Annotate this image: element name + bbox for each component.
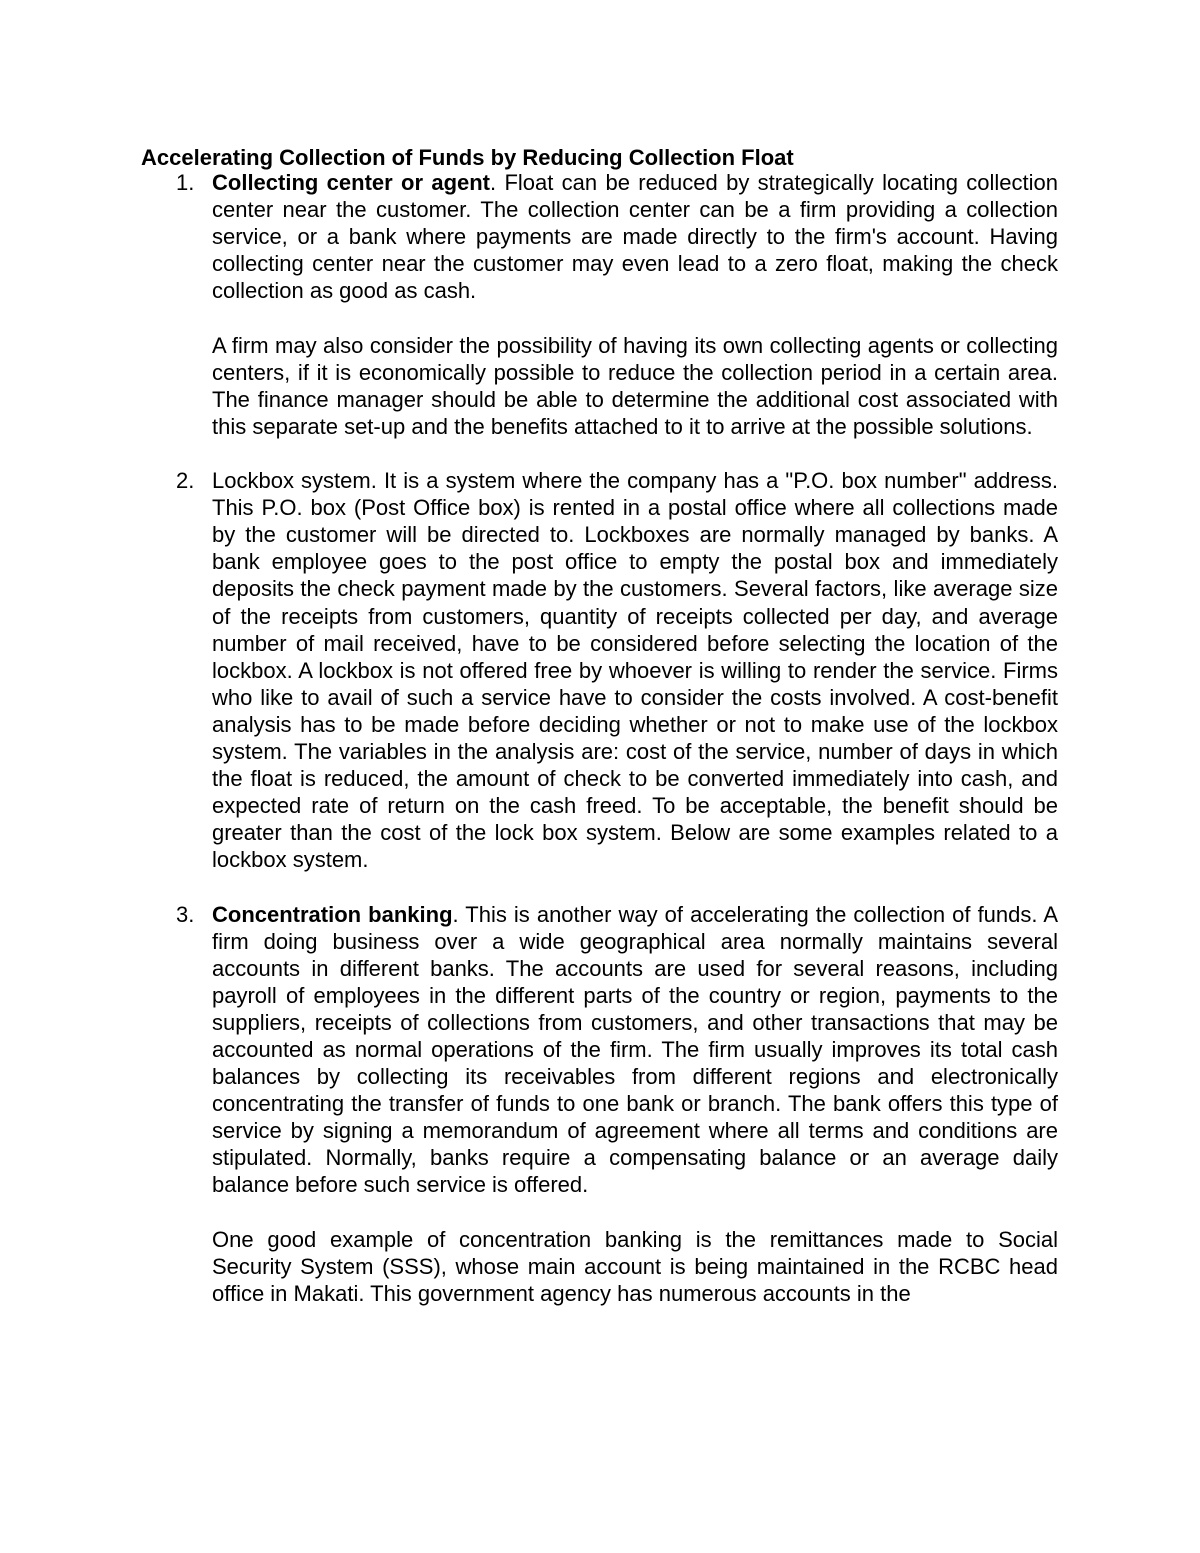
list-item-concentration-banking xyxy=(141,901,1058,1307)
list-item-lockbox-system xyxy=(141,467,1058,901)
bold-lead-term: Concentration banking xyxy=(212,901,453,927)
bold-lead-term: Collecting center or agent xyxy=(212,170,491,195)
paragraph-text: . Float can be reduced by strategically locating collection center near the customer. The collection center can be a firm providing a collection service, or a bank where payments are made directly to the firm's account. Having collecting center near the customer may even lead to a zero float, making the check collection as good as cash. xyxy=(212,170,1058,304)
list-number: 1. xyxy=(176,170,195,195)
document-title: Accelerating Collection of Funds by Reducing Collection Float xyxy=(141,145,794,170)
paragraph: One good example of concentration banking is the remittances made to Social Security System (SSS), whose main account is being maintained in the RCBC head office in Makati. This government agency has numerous accounts in the xyxy=(212,1226,1058,1306)
list-number: 2. xyxy=(176,468,195,494)
list-number: 3. xyxy=(176,901,195,927)
paragraph-text: . This is another way of accelerating the collection of funds. A firm doing business over a wide geographical area normally maintains several accounts in different banks. The accounts are used for several reasons, including payroll of employees in the different parts of the country or region, payments to the suppliers, receipts of collections from customers, and other transactions that may be accounted as normal operations of the firm. The firm usually improves its total cash balances by collecting its receivables from different regions and electronically concentrating the transfer of funds to one bank or branch. The bank offers this type of service by signing a memorandum of agreement where all terms and conditions are stipulated. Normally, banks require a compensating balance or an average daily balance before such service is offered. xyxy=(212,901,1059,1198)
paragraph xyxy=(212,169,1058,304)
numbered-list xyxy=(141,169,1058,1307)
list-item-collecting-center xyxy=(141,169,1058,467)
paragraph xyxy=(212,901,1058,1199)
paragraph: A firm may also consider the possibility of having its own collecting agents or collecting centers, if it is economically possible to reduce the collection period in a certain area. The finance manager should be able to determine the additional cost associated with this separate set-up and the benefits attached to it to arrive at the possible solutions. xyxy=(212,332,1058,439)
paragraph: Lockbox system. It is a system where the company has a "P.O. box number" address. This P.O. box (Post Office box) is rented in a postal office where all collections made by the customer will be directed to. Lockboxes are normally managed by banks. A bank employee goes to the post office to empty the postal box and immediately deposits the check payment made by the customers. Several factors, like average size of the receipts from customers, quantity of receipts collected per day, and average number of mail received, have to be considered before selecting the location of the lockbox. A lockbox is not offered free by whoever is willing to render the service. Firms who like to avail of such a service have to consider the costs involved. A cost-benefit analysis has to be made before deciding whether or not to make use of the lockbox system. The variables in the analysis are: cost of the service, number of days in which the float is reduced, the amount of check to be converted immediately into cash, and expected rate of return on the cash freed. To be acceptable, the benefit should be greater than the cost of the lock box system. Below are some examples related to a lockbox system. xyxy=(212,468,1058,873)
